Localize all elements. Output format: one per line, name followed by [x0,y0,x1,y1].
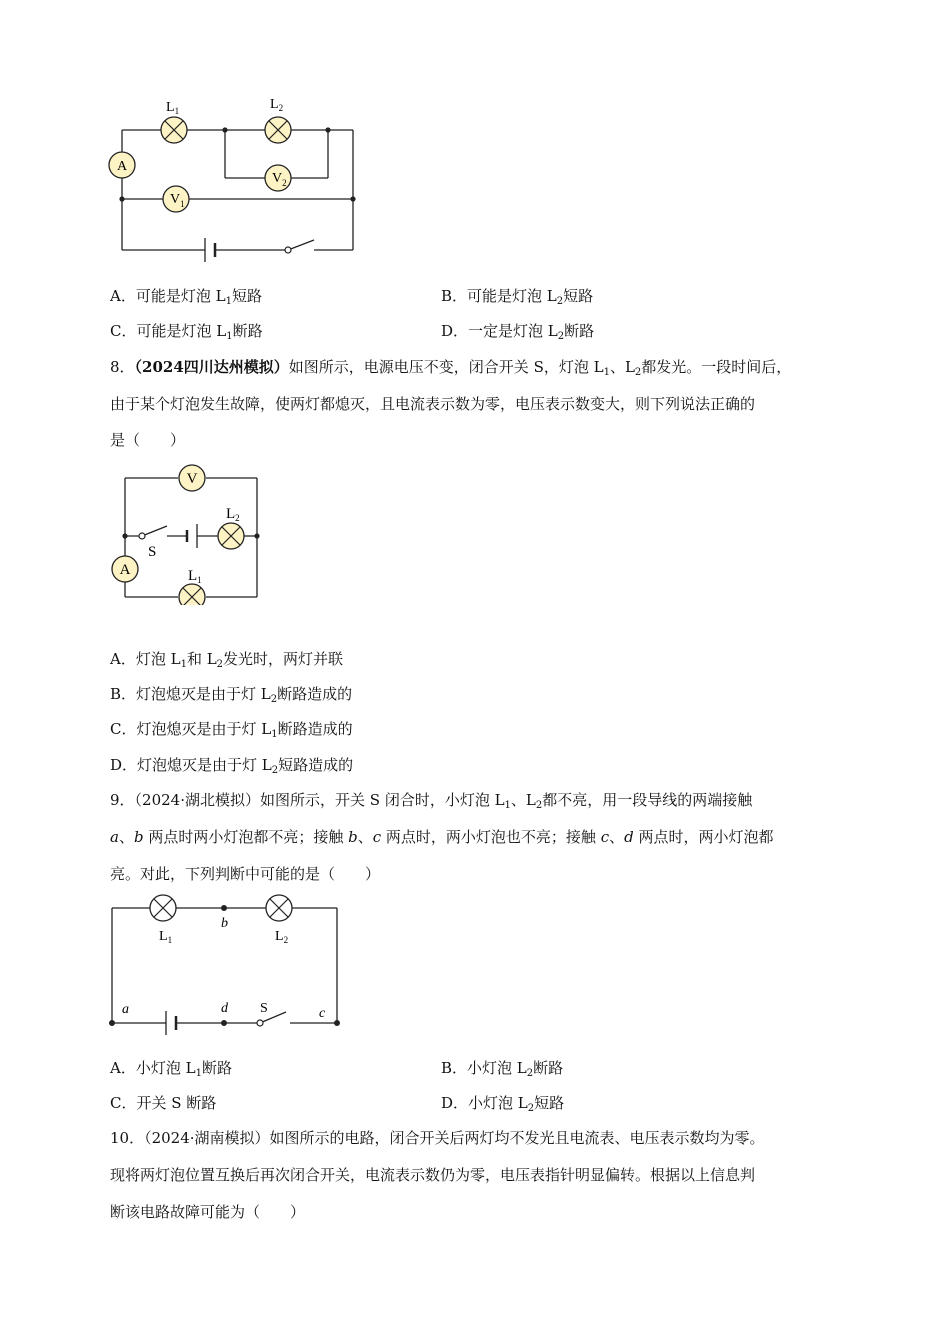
q8-stem-line3: 是（ ） [110,431,186,449]
q7-label-l1: $L_1$ [166,100,180,116]
q7-ammeter [109,152,135,178]
q9-option-b[interactable]: B．小灯泡 $L_2$断路 [441,1059,564,1079]
q9-option-c[interactable]: C．开关 S 断路 [110,1094,217,1112]
q8-label-s: S [148,544,157,560]
q8-label-l2: $L_2$ [226,506,240,523]
q9-label-c: c [319,1006,326,1021]
q8-circuit-diagram [105,460,275,605]
q7-circuit-diagram [100,90,370,265]
q9-lamp-l1 [150,895,176,921]
q9-lamp-l2 [266,895,292,921]
svg-text:V: V [186,471,198,487]
q8-stem-line2: 由于某个灯泡发生故障，使两灯都熄灭，且电流表示数为零，电压表示数变大，则下列说法正确的 [110,395,756,413]
q7-label-l2: $L_2$ [270,97,284,113]
q8-option-a[interactable]: A．灯泡 $L_1$和 $L_2$发光时，两灯并联 [110,650,344,670]
q9-label-s: S [260,1001,268,1016]
q10-stem-line1: 10．（2024·湖南模拟）如图所示的电路，闭合开关后两灯均不发光且电流表、电压表示数均为零。 [110,1129,765,1147]
q8-option-c[interactable]: C．灯泡熄灭是由于灯 $L_1$断路造成的 [110,720,353,740]
q10-stem-line3: 断该电路故障可能为（ ） [110,1203,306,1221]
q8-option-d[interactable]: D．灯泡熄灭是由于灯 $L_2$短路造成的 [110,756,354,776]
q7-lamp-l1 [161,117,187,143]
svg-text:V2: $V_2$ [272,171,287,188]
svg-text:A: A [119,562,131,578]
q8-option-b[interactable]: B．灯泡熄灭是由于灯 $L_2$断路造成的 [110,685,353,705]
q9-option-d[interactable]: D．小灯泡 $L_2$短路 [441,1094,565,1114]
q7-voltmeter-v2 [265,165,291,191]
q9-stem-line3: 亮。对此，下列判断中可能的是（ ） [110,865,381,883]
q7-switch-pivot [285,247,291,253]
q7-voltmeter-v1 [163,186,189,212]
q8-lamp-l2 [218,523,244,549]
q8-voltmeter [179,465,205,491]
q7-option-c[interactable]: C．可能是灯泡 $L_1$断路 [110,322,263,342]
q10-stem-line2: 现将两灯泡位置互换后再次闭合开关，电流表示数仍为零，电压表指针明显偏转。根据以上信息判 [110,1166,756,1184]
q9-circuit-diagram [100,890,350,1035]
q8-stem-line1: 8．（2024四川达州模拟）如图所示，电源电压不变，闭合开关 S，灯泡 $L_1$、$L_2$都发光。一段时间后， [110,358,792,378]
q7-lamp-l2 [265,117,291,143]
q7-option-a[interactable]: A．可能是灯泡 $L_1$短路 [110,287,262,307]
svg-text:V1: $V_1$ [170,192,185,209]
q9-label-l2: $L_2$ [275,929,289,945]
svg-text:A: A [116,159,128,174]
q9-label-a: a [122,1002,129,1017]
q9-label-l1: $L_1$ [159,929,173,945]
q7-option-d[interactable]: D．一定是灯泡 $L_2$断路 [441,322,595,342]
q7-option-b[interactable]: B．可能是灯泡 $L_2$短路 [441,287,594,307]
q8-label-l1: $L_1$ [188,568,202,585]
q8-lamp-l1 [179,584,205,605]
q8-ammeter [112,556,138,582]
q9-stem-line1: 9．（2024·湖北模拟）如图所示，开关 S 闭合时，小灯泡 $L_1$、$L_2$都不亮，用一段导线的两端接触 [110,791,753,811]
q9-stem-line2: a、b 两点时两小灯泡都不亮；接触 b、c 两点时，两小灯泡也不亮；接触 c、d 两点时，两小灯泡都 [110,828,774,846]
q9-option-a[interactable]: A．小灯泡 $L_1$断路 [110,1059,232,1079]
q9-label-b: b [221,916,228,931]
q9-label-d: d [221,1001,228,1016]
